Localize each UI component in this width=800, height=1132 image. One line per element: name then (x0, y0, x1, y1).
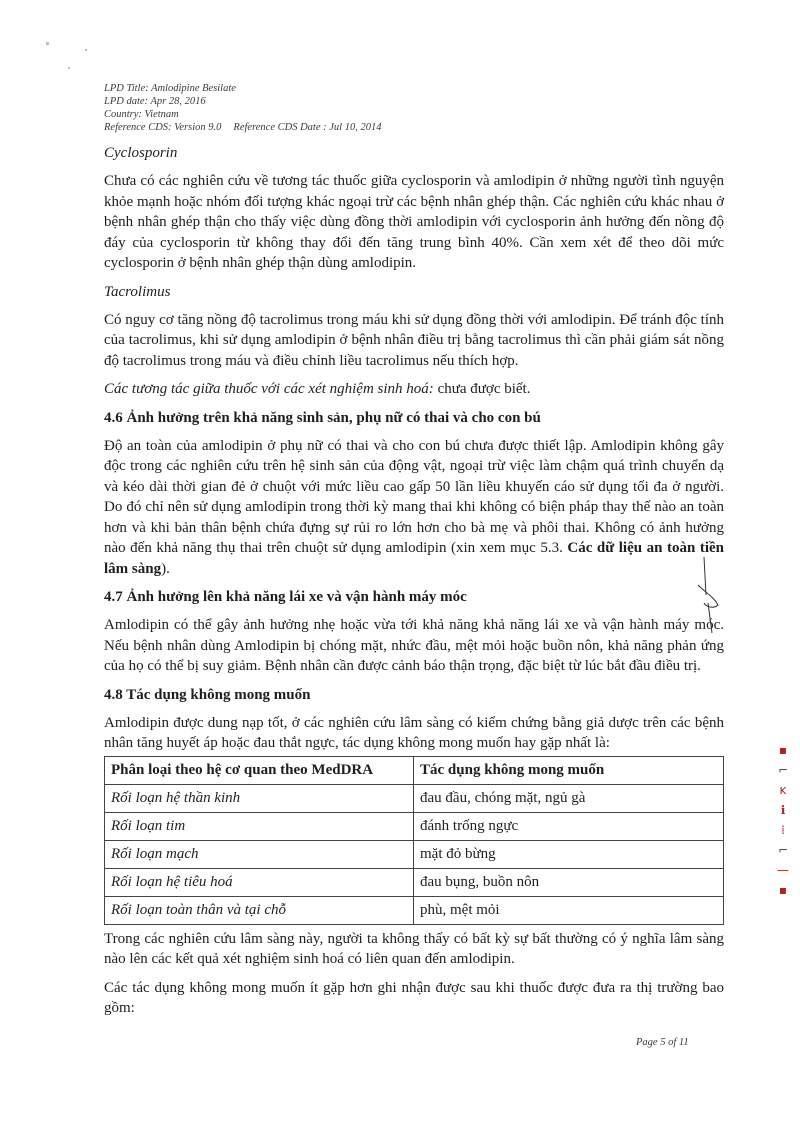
table-cell-organ-class: Rối loạn hệ tiêu hoá (105, 868, 414, 896)
scan-speck (85, 49, 87, 51)
table-header-organ-class: Phân loại theo hệ cơ quan theo MedDRA (105, 756, 414, 784)
section-4-7-heading: 4.7 Ảnh hưởng lên khả năng lái xe và vận hành máy móc (104, 589, 467, 605)
page-number: Page 5 of 11 (636, 1037, 689, 1048)
table-cell-adverse-effect: mặt đỏ bừng (414, 840, 724, 868)
tacrolimus-paragraph: Có nguy cơ tăng nồng độ tacrolimus trong máu khi sử dụng đồng thời với amlodipin. Để tránh độc tính của tacrolimus, khi sử dụng amlodipin ở bệnh nhân điều trị bằng tacrolimus thì cần phải giám sát nồng độ tacrolimus trong máu và điều chỉnh liều tacrolimus nếu thích hợp. (104, 311, 724, 369)
red-stamp-mark: ▪ ⌐ ĸ ℹ ⁞ ⌐ — ▪ (777, 743, 789, 897)
scan-speck (68, 67, 70, 69)
cyclosporin-heading: Cyclosporin (104, 145, 178, 161)
table-row (105, 812, 724, 840)
header-country: Country: Vietnam (104, 109, 179, 120)
table-cell-adverse-effect: đánh trống ngực (414, 812, 724, 840)
lab-interactions-label: Các tương tác giữa thuốc với các xét nghiệm sinh hoá: (104, 381, 434, 397)
section-4-8-heading: 4.8 Tác dụng không mong muốn (104, 686, 311, 703)
section-4-6-paragraph (104, 436, 724, 580)
document-header (104, 82, 381, 134)
cyclosporin-paragraph: Chưa có các nghiên cứu về tương tác thuốc giữa cyclosporin và amlodipin ở những người tình nguyện khỏe mạnh hoặc nhóm đối tượng khác ngoại trừ các bệnh nhân ghép thận. Các nghiên cứu khác nhau ở bệnh nhân ghép thận cho thấy việc dùng đồng thời amlodipin với cyclosporin ảnh hưởng đến nồng độ đáy của cyclosporin từ không thay đổi đến tăng trung bình 40%. Cần xem xét để theo dõi mức cyclosporin ở bệnh nhân ghép thận dùng amlodipin. (104, 173, 724, 271)
table-cell-organ-class: Rối loạn mạch (105, 840, 414, 868)
section-4-6-text-end: ). (161, 560, 170, 577)
post-marketing-paragraph: Các tác dụng không mong muốn ít gặp hơn ghi nhận được sau khi thuốc được đưa ra thị trường bao gồm: (104, 979, 724, 1016)
table-cell-adverse-effect: phù, mệt mỏi (414, 896, 724, 924)
header-reference (104, 121, 381, 134)
header-date: LPD date: Apr 28, 2016 (104, 96, 206, 107)
section-4-6-bold-ref: Các dữ liệu an toàn tiền lâm sàng (104, 540, 725, 577)
table-row (105, 896, 724, 924)
scan-speck (46, 42, 49, 45)
section-4-7-paragraph: Amlodipin có thể gây ảnh hưởng nhẹ hoặc vừa tới khả năng khả năng lái xe và vận hành máy móc. Nếu bệnh nhân dùng Amlodipin bị chóng mặt, nhức đầu, mệt mỏi hoặc buồn nôn, khả năng phản ứng của họ có thể bị suy giảm. Bệnh nhân cần được cảnh báo thận trọng, đặc biệt từ lúc bắt đầu điều trị. (104, 617, 724, 674)
header-title: LPD Title: Amlodipine Besilate (104, 83, 236, 94)
table-cell-organ-class: Rối loạn hệ thần kinh (105, 784, 414, 812)
table-header-adverse-effect: Tác dụng không mong muốn (414, 756, 724, 784)
table-row (105, 784, 724, 812)
table-cell-organ-class: Rối loạn toàn thân và tại chỗ (105, 896, 414, 924)
header-ref-cds: Reference CDS: Version 9.0 (104, 122, 222, 133)
lab-interactions-value: chưa được biết. (437, 381, 531, 397)
header-ref-date: Reference CDS Date : Jul 10, 2014 (233, 122, 382, 133)
tacrolimus-heading: Tacrolimus (104, 283, 171, 300)
after-table-paragraph: Trong các nghiên cứu lâm sàng này, người ta không thấy có bất kỳ sự bất thường có ý nghĩa lâm sàng nào lên các kết quả xét nghiệm sinh hoá có liên quan đến amlodipin. (104, 930, 724, 967)
handwritten-mark (684, 555, 734, 635)
table-row (105, 840, 724, 868)
table-cell-organ-class: Rối loạn tim (105, 812, 414, 840)
lab-interactions-paragraph (104, 379, 724, 400)
table-cell-adverse-effect: đau đầu, chóng mặt, ngủ gà (414, 784, 724, 812)
table-cell-adverse-effect: đau bụng, buồn nôn (414, 868, 724, 896)
section-4-6-heading: 4.6 Ảnh hưởng trên khả năng sinh sản, phụ nữ có thai và cho con bú (104, 409, 541, 426)
table-header-row (105, 756, 724, 784)
section-4-6-text: Độ an toàn của amlodipin ở phụ nữ có thai và cho con bú chưa được thiết lập. Amlodipin không gây độc trong các nghiên cứu trên hệ sinh sản của động vật, ngoại trừ việc làm chậm quá trình chuyển dạ và kéo dài thời gian đẻ ở chuột với mức liều cao gấp 50 lần liều khuyến cáo sử dụng tối đa ở người. Do đó chỉ nên sử dụng amlodipin trong thời kỳ mang thai khi không có biện pháp thay thế nào an toàn hơn và khi bản thân bệnh chứa đựng sự rủi ro lớn hơn cho bà mẹ và phôi thai. Không có ảnh hưởng nào đến khả năng thụ thai trên chuột sử dụng amlodipin (xin xem mục 5.3. (104, 437, 724, 556)
section-4-8-intro: Amlodipin được dung nạp tốt, ở các nghiên cứu lâm sàng có kiểm chứng bằng giả dược trên các bệnh nhân tăng huyết áp hoặc đau thắt ngực, tác dụng không mong muốn hay gặp nhất là: (104, 714, 724, 751)
table-row (105, 868, 724, 896)
document-body (104, 143, 724, 1027)
adverse-effects-table (104, 756, 724, 925)
